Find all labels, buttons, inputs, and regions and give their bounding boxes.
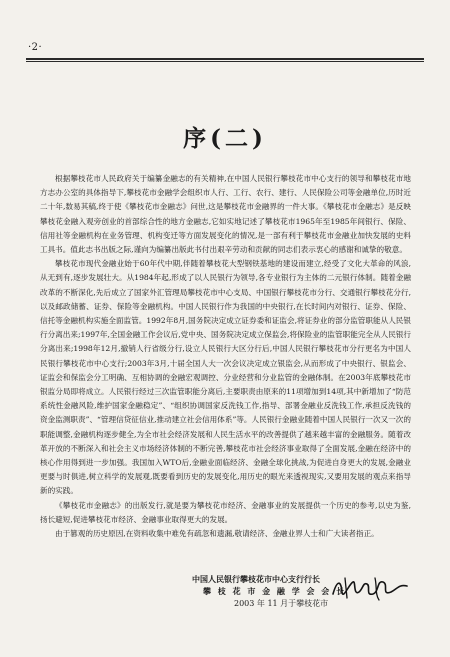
paragraph: 攀枝花市现代金融业始于60年代中期,伴随着攀枝花大型钢铁基地的建设而建立,经受了文化大革命的风浪,从无到有,逐步发展壮大。从1984年起,形成了以人民银行为领导,各专业银行为主体的二元银行体制。随着金融改革的不断深化,先后成立了国家外汇管理局攀枝花市中心支局、中国银行攀枝花市分行、交通银行攀枝花分行,以及邮政储蓄、证券、保险等金融机构。中国人民银行作为我国的中央银行,在长时间内对银行、证券、保险、信托等金融机构实施全面监管。1992年8月,国务院决定成立证券委和证监会,将证券业的部分监管职能从人民银行分离出来;1997年,全国金融工作会议后,党中央、国务院决定成立保监会,将保险业的监管职能完全从人民银行分离出来;1998年12月,撤销人行省级分行,设立人民银行大区分行后,中国人民银行攀枝花市分行更名为中国人民银行攀枝花市中心支行;2003年3月,十届全国人大一次会议决定成立银监会,从而形成了中央银行、银监会、证监会和保监会分工明确、互相协调的金融宏观调控、分业经营和分业监管的金融体制。在2003年底攀枝花市银监分局即将成立。人民银行经过三次监管职能分离后,主要职责由原来的11项增加到14项,其中新增加了“防范系统性金融风险,维护国家金融稳定”、“组织协调国家反洗钱工作,指导、部署金融业反洗钱工作,承担反洗钱的资金监测职责”、“管理信贷征信业,推动建立社会信用体系”等。人民银行金融业随着中国人民银行一次又一次的职能调整,金融机构逐步健全,为全市社会经济发展和人民生活水平的改善提供了越来越丰富的金融服务。随着改革开放的不断深入和社会主义市场经济体制的不断完善,攀枝花市社会经济事业取得了全面发展,金融在经济中的核心作用得到进一步加强。我国加入WTO后,金融业面临经济、金融全球化挑战,为促进自身更大的发展,金融业更要与时俱进,树立科学的发展观,既要看到历史的发展变化,用历史的眼光来透视现实,又要用发展的观点来指导新的实践。 xyxy=(40,259,411,496)
paragraph: 根据攀枝花市人民政府关于编纂金融志的有关精神,在中国人民银行攀枝花市中心支行的领导和攀枝花市地方志办公室的具体指导下,攀枝花市金融学会组织市人行、工行、农行、建行、人民保险公司等金融单位,历时近二十年,数易其稿,终于使《攀枝花市金融志》问世,这是攀枝花市金融界的一件大事。《攀枝花市金融志》是反映攀枝花金融入观旁创业的首部综合性的地方金融志,它如实地记述了攀枝花市1965年至1985年间银行、保险、信用社等金融机构在业务管理、机构变迁等方面发展变化的情况,是一部有利于攀枝花市金融业加快发展的史料工具书。值此志书出版之际,谨向为编纂出版此书付出艰辛劳动和贡献的同志们表示衷心的感谢和诚挚的敬意。 xyxy=(40,174,411,255)
header-rule xyxy=(26,58,424,60)
handwritten-signature xyxy=(329,574,411,604)
signatory-title-society: 攀 枝 花 市 金 融 学 会 会 长 xyxy=(203,587,347,596)
page-title: 序(二) xyxy=(183,125,267,152)
signatory-title-president: 中国人民银行攀枝花市中心支行行长 xyxy=(192,575,320,584)
signature-date: 2003 年 11 月于攀枝花市 xyxy=(234,599,329,608)
paragraph: 由于篡观的历史原因,在资料收集中难免有疏忽和遗漏,敬请经济、金融业界人士和广大读者指正。 xyxy=(55,529,379,539)
page-number: ·2· xyxy=(28,42,43,53)
body-text xyxy=(40,172,411,541)
paragraph: 《攀枝花市金融志》的出版发行,就是要为攀枝花市经济、金融事业的发展提供一个历史的参考,以史为鉴,扬长避短,促进攀枝花市经济、金融事业取得更大的发展。 xyxy=(40,500,411,524)
header-rule-thin xyxy=(26,61,424,62)
